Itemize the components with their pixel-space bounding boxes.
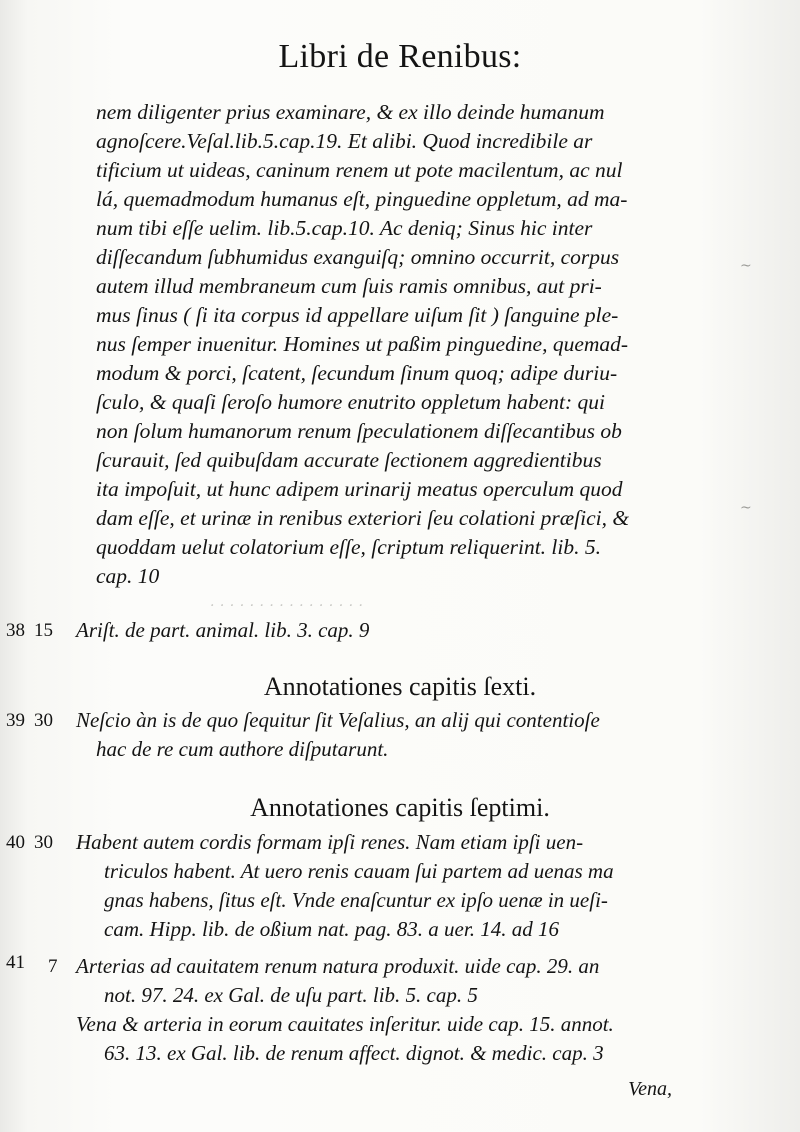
body-line: modum & porci, ſcatent, ſecundum ſinum quoq; adipe duriu- bbox=[96, 361, 618, 385]
note-line: Neſcio àn is de quo ſequitur ſit Veſalius, an alij qui contentioſe bbox=[76, 708, 600, 732]
note-line: Habent autem cordis formam ipſi renes. Nam etiam ipſi uen- bbox=[76, 830, 584, 854]
body-line: nus ſemper inuenitur. Homines ut paßim pinguedine, quemad- bbox=[96, 332, 629, 356]
note-page-number: 40 bbox=[6, 832, 25, 853]
section-heading: Annotationes capitis ſeptimi. bbox=[250, 793, 550, 822]
body-line: ita impoſuit, ut hunc adipem urinarij meatus operculum quod bbox=[96, 477, 623, 501]
body-line: mus ſinus ( ſi ita corpus id appellare uiſum ſit ) ſanguine ple- bbox=[96, 303, 619, 327]
margin-smudge: ~ bbox=[740, 258, 752, 274]
body-line: agnoſcere.Veſal.lib.5.cap.19. Et alibi. Quod incredibile ar bbox=[96, 129, 593, 153]
body-line: cap. 10 bbox=[96, 564, 160, 588]
body-line: lá, quemadmodum humanus eſt, pinguedine oppletum, ad ma- bbox=[96, 187, 628, 211]
body-line: ſculo, & quaſi ſeroſo humore enutrito oppletum habent: qui bbox=[96, 390, 605, 414]
running-head: Libri de Renibus: bbox=[278, 38, 522, 75]
body-line: diſſecandum ſubhumidus exanguiſq; omnino occurrit, corpus bbox=[96, 245, 620, 269]
note-line: not. 97. 24. ex Gal. de uſu part. lib. 5. cap. 5 bbox=[104, 983, 478, 1007]
body-text bbox=[96, 98, 671, 591]
note-line: Vena & arteria in eorum cauitates inſeritur. uide cap. 15. annot. bbox=[76, 1012, 614, 1036]
note-page-number: 38 bbox=[6, 620, 25, 641]
note-line: Arterias ad cauitatem renum natura produxit. uide cap. 29. an bbox=[76, 954, 600, 978]
body-line: dam eſſe, et urinæ in renibus exteriori ſeu colationi præſici, & bbox=[96, 506, 630, 530]
body-line: non ſolum humanorum renum ſpeculationem diſſecantibus ob bbox=[96, 419, 622, 443]
body-line: nem diligenter prius examinare, & ex illo deinde humanum bbox=[96, 100, 605, 124]
margin-smudge: ~ bbox=[740, 500, 752, 516]
body-line: num tibi eſſe uelim. lib.5.cap.10. Ac deniq; Sinus hic inter bbox=[96, 216, 593, 240]
note-line: hac de re cum authore diſputarunt. bbox=[96, 737, 389, 761]
note-line-number: 7 bbox=[48, 956, 58, 977]
note-page-number: 39 bbox=[6, 710, 25, 731]
note-line: triculos habent. At uero renis cauam ſui partem ad uenas ma bbox=[104, 859, 614, 883]
body-line: autem illud membraneum cum ſuis ramis omnibus, aut pri- bbox=[96, 274, 602, 298]
show-through-text: · · · · · · · · · · · · · · · · bbox=[210, 598, 364, 614]
body-line: ſcurauit, ſed quibuſdam accurate ſectionem aggredientibus bbox=[96, 448, 602, 472]
note-line: 63. 13. ex Gal. lib. de renum affect. dignot. & medic. cap. 3 bbox=[104, 1041, 604, 1065]
note-line-number: 15 bbox=[34, 620, 53, 641]
section-heading: Annotationes capitis ſexti. bbox=[263, 672, 537, 701]
note-line: Ariſt. de part. animal. lib. 3. cap. 9 bbox=[76, 618, 370, 642]
body-line: quoddam uelut colatorium eſſe, ſcriptum reliquerint. lib. 5. bbox=[96, 535, 601, 559]
note-page-number: 41 bbox=[6, 952, 25, 973]
note-line-number: 30 bbox=[34, 832, 53, 853]
note-line: gnas habens, ſitus eſt. Vnde enaſcuntur ex ipſo uenæ in ueſi- bbox=[104, 888, 608, 912]
catchword: Vena, bbox=[628, 1078, 672, 1100]
body-line: tificium ut uideas, caninum renem ut pote macilentum, ac nul bbox=[96, 158, 623, 182]
note-line-number: 30 bbox=[34, 710, 53, 731]
note-line: cam. Hipp. lib. de oßium nat. pag. 83. a uer. 14. ad 16 bbox=[104, 917, 559, 941]
